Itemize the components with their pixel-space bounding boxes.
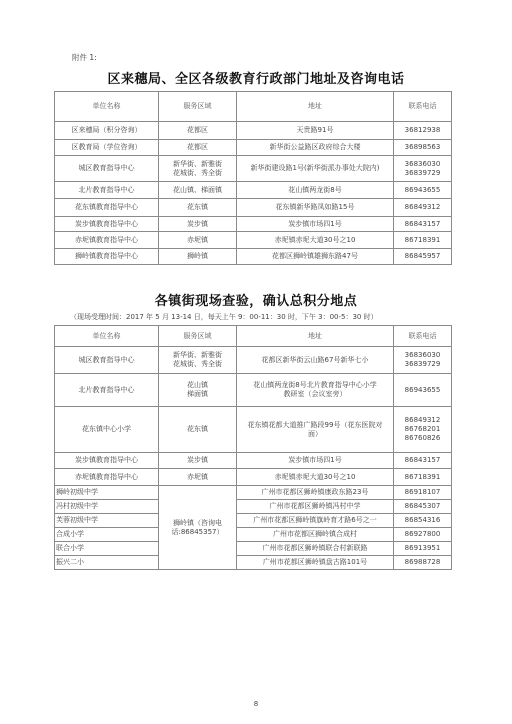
service-area: 花都区 [159, 122, 237, 140]
address: 花都区狮岭镇雄狮东路47号 [237, 249, 394, 265]
service-area: 炭步镇 [159, 453, 237, 469]
unit-name: 赤坭镇教育指导中心 [55, 232, 159, 249]
phone: 86845307 [394, 500, 452, 514]
phone: 86854316 [394, 514, 452, 528]
unit-name: 赤坭镇教育指导中心 [55, 469, 159, 486]
annex-label: 附件 1: [72, 53, 97, 62]
name-header: 单位名称 [55, 326, 159, 347]
service-area: 新华街、新雅街 花城街、秀全街 [159, 347, 237, 374]
unit-name: 区教育局（学位咨询） [55, 140, 159, 156]
service-area: 新华街、新雅街 花城街、秀全街 [159, 156, 237, 182]
table-header-row [55, 92, 452, 122]
phone: 86843157 [394, 217, 452, 232]
address: 炭步镇市场四1号 [237, 453, 394, 469]
address: 新华街公益路区政府综合大楼 [237, 140, 394, 156]
area-header: 服务区域 [159, 326, 237, 347]
phone: 86843157 [394, 453, 452, 469]
table-row [55, 486, 452, 500]
service-area: 花山镇 梯面镇 [159, 374, 237, 407]
verification-sites-table [54, 325, 452, 570]
phone-header: 联系电话 [394, 92, 452, 122]
address: 天贵路91号 [237, 122, 394, 140]
address: 花东镇新华路凤如路15号 [237, 199, 394, 217]
service-area: 赤坭镇 [159, 469, 237, 486]
address: 炭步镇市场四1号 [237, 217, 394, 232]
table-row [55, 514, 452, 528]
table-row [55, 556, 452, 570]
unit-name: 狮岭镇教育指导中心 [55, 249, 159, 265]
service-area: 花东镇 [159, 407, 237, 453]
unit-name: 北片教育指导中心 [55, 182, 159, 199]
table-row [55, 347, 452, 374]
table-row [55, 453, 452, 469]
page-number: 8 [253, 700, 259, 708]
service-area: 花东镇 [159, 199, 237, 217]
service-area: 花山镇、梯面镇 [159, 182, 237, 199]
address: 广州市花都区狮岭镇联合村新联路 [237, 542, 394, 556]
unit-name: 北片教育指导中心 [55, 374, 159, 407]
page-title: 区来穗局、全区各级教育行政部门地址及咨询电话 [107, 72, 405, 87]
phone: 86927800 [394, 528, 452, 542]
address: 广州市花都区狮岭镇康政东路23号 [237, 486, 394, 500]
service-area: 炭步镇 [159, 217, 237, 232]
unit-name: 合成小学 [55, 528, 159, 542]
address: 花山镇两龙街8号北片教育指导中心小学 教研室（会议室旁） [237, 374, 394, 407]
phone: 86849312 [394, 199, 452, 217]
phone: 36836030 36839729 [394, 156, 452, 182]
unit-name: 冯村初级中学 [55, 500, 159, 514]
address: 赤坭镇赤坭大道30号之10 [237, 469, 394, 486]
service-area: 赤坭镇 [159, 232, 237, 249]
address: 广州市花都区狮岭镇盘古路101号 [237, 556, 394, 570]
address: 花东镇花都大道推广路段99号（花东医院对 面） [237, 407, 394, 453]
phone: 36836030 36839729 [394, 347, 452, 374]
phone: 36898563 [394, 140, 452, 156]
table-row [55, 156, 452, 182]
service-area: 狮岭镇 [159, 249, 237, 265]
unit-name: 城区教育指导中心 [55, 347, 159, 374]
address-header: 地址 [237, 326, 394, 347]
table-header-row [55, 326, 452, 347]
unit-name: 芙蓉初级中学 [55, 514, 159, 528]
table-row [55, 249, 452, 265]
table-row [55, 407, 452, 453]
unit-name: 花东镇中心小学 [55, 407, 159, 453]
table-row [55, 374, 452, 407]
unit-name: 狮岭初级中学 [55, 486, 159, 500]
address: 花都区新华街云山路67号新华七小 [237, 347, 394, 374]
table-row [55, 232, 452, 249]
table-row [55, 500, 452, 514]
phone: 86718391 [394, 469, 452, 486]
table-row [55, 182, 452, 199]
contact-table [54, 91, 452, 265]
address: 广州市花都区狮岭镇旗岭育才路6号之一 [237, 514, 394, 528]
phone: 86918107 [394, 486, 452, 500]
phone: 86943655 [394, 374, 452, 407]
phone: 86943655 [394, 182, 452, 199]
unit-name: 城区教育指导中心 [55, 156, 159, 182]
table-row [55, 469, 452, 486]
name-header: 单位名称 [55, 92, 159, 122]
unit-name: 花东镇教育指导中心 [55, 199, 159, 217]
area-header: 服务区域 [159, 92, 237, 122]
table-row [55, 528, 452, 542]
unit-name: 炭步镇教育指导中心 [55, 453, 159, 469]
address: 广州市花都区狮岭镇合成村 [237, 528, 394, 542]
address: 赤坭镇赤坭大道30号之10 [237, 232, 394, 249]
table-row [55, 542, 452, 556]
table-row [55, 217, 452, 232]
unit-name: 振兴二小 [55, 556, 159, 570]
table-row [55, 140, 452, 156]
table-row [55, 199, 452, 217]
section-title: 各镇街现场查验，确认总积分地点 [154, 294, 358, 309]
phone: 86913951 [394, 542, 452, 556]
phone-header: 联系电话 [394, 326, 452, 347]
phone: 36812938 [394, 122, 452, 140]
address: 新华街建设路1号(新华街派办事处大院内) [237, 156, 394, 182]
phone: 86849312 86768201 86760826 [394, 407, 452, 453]
phone: 86845957 [394, 249, 452, 265]
unit-name: 区来穗局（积分咨询） [55, 122, 159, 140]
service-area: 狮岭镇（咨询电 话:86845357） [159, 486, 237, 570]
unit-name: 联合小学 [55, 542, 159, 556]
acceptance-time-note: （现场受理时间：2017 年 5 月 13-14 日，每天上午 9：00-11：30 时，下午 3：00-5：30 时） [70, 313, 378, 321]
address-header: 地址 [237, 92, 394, 122]
address: 花山镇两龙街8号 [237, 182, 394, 199]
table-row [55, 122, 452, 140]
unit-name: 炭步镇教育指导中心 [55, 217, 159, 232]
phone: 86718391 [394, 232, 452, 249]
service-area: 花都区 [159, 140, 237, 156]
phone: 86988728 [394, 556, 452, 570]
address: 广州市花都区狮岭镇冯村中学 [237, 500, 394, 514]
